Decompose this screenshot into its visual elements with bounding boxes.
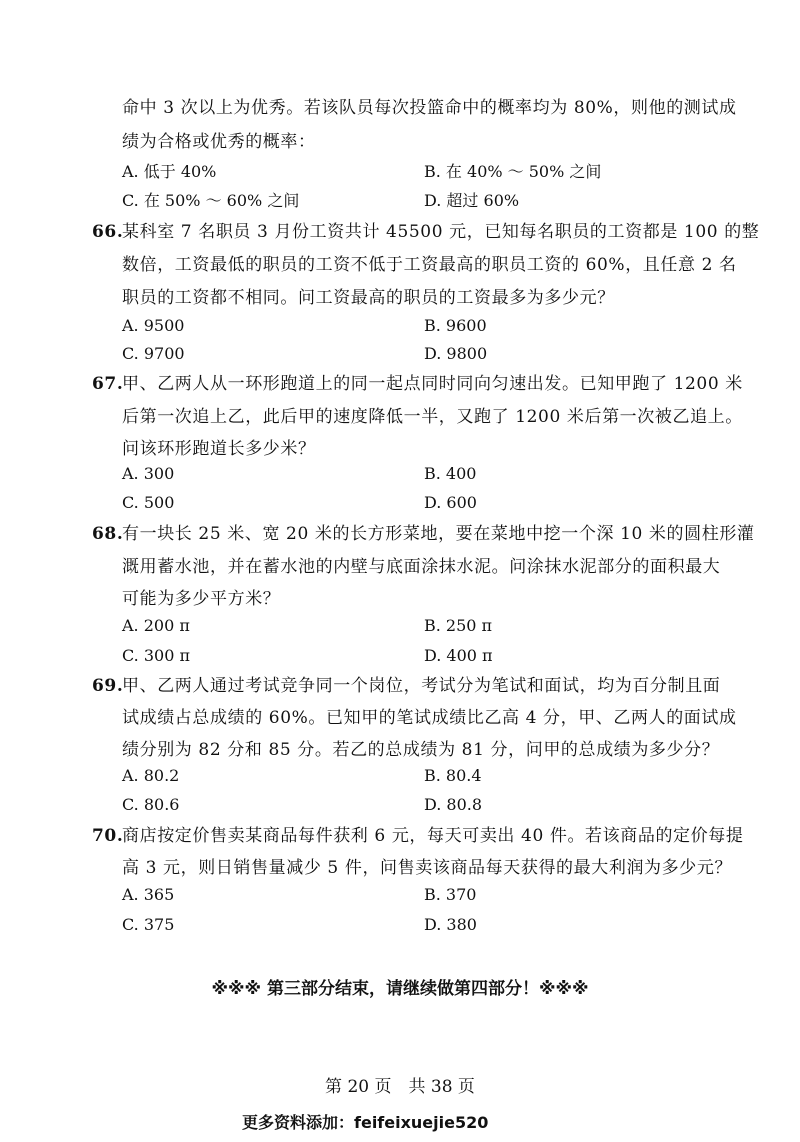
question-70-text-1: 商店按定价售卖某商品每件获利 6 元，每天可卖出 40 件。若该商品的定价每提 [122, 826, 744, 846]
option-67-b: B. 400 [424, 464, 477, 483]
section-end-note: ※※※ 第三部分结束，请继续做第四部分！※※※ [211, 979, 589, 999]
option-70-b: B. 370 [424, 885, 477, 904]
question-66-line-3: 职员的工资都不相同。问工资最高的职员的工资最多为多少元？ [122, 288, 615, 308]
question-69-line-3: 绩分别为 82 分和 85 分。若乙的总成绩为 81 分，问甲的总成绩为多少分？ [122, 740, 720, 760]
question-67-text-1: 甲、乙两人从一环形跑道上的同一起点同时同向匀速出发。已知甲跑了 1200 米 [122, 374, 743, 394]
question-66-line-1 [92, 220, 760, 244]
question-70-line-1 [92, 824, 744, 848]
option-67-a: A. 300 [122, 464, 175, 483]
option-67-c: C. 500 [122, 493, 175, 512]
question-69-text-1: 甲、乙两人通过考试竞争同一个岗位，考试分为笔试和面试，均为百分制且面 [122, 676, 721, 696]
option-70-d: D. 380 [424, 915, 477, 934]
option-66-c: C. 9700 [122, 344, 185, 363]
question-68-line-3: 可能为多少平方米？ [122, 589, 281, 609]
option-68-c: C. 300 π [122, 646, 190, 665]
option-67-d: D. 600 [424, 493, 477, 512]
question-66-number: 66. [92, 222, 124, 242]
question-65-line-2: 命中 3 次以上为优秀。若该队员每次投篮命中的概率均为 80%，则他的测试成 [122, 98, 737, 118]
question-66-line-2: 数倍，工资最低的职员的工资不低于工资最高的职员工资的 60%，且任意 2 名 [122, 255, 737, 275]
option-66-d: D. 9800 [424, 344, 488, 363]
question-68-line-2: 溉用蓄水池，并在蓄水池的内壁与底面涂抹水泥。问涂抹水泥部分的面积最大 [122, 557, 721, 577]
question-67-line-3: 问该环形跑道长多少米？ [122, 439, 316, 459]
question-67-line-2: 后第一次追上乙，此后甲的速度降低一半，又跑了 1200 米后第一次被乙追上。 [122, 407, 743, 427]
option-65-c: C. 在 50% ～ 60% 之间 [122, 191, 300, 210]
question-70-number: 70. [92, 826, 124, 846]
option-69-a: A. 80.2 [122, 766, 180, 785]
extra-note: 更多资料添加：feifeixuejie520 [242, 1113, 489, 1132]
option-70-c: C. 375 [122, 915, 175, 934]
option-65-d: D. 超过 60% [424, 191, 520, 210]
option-69-d: D. 80.8 [424, 795, 483, 814]
option-68-a: A. 200 π [122, 616, 190, 635]
option-69-c: C. 80.6 [122, 795, 180, 814]
question-65-line-3: 绩为合格或优秀的概率： [122, 132, 316, 152]
question-69-line-2: 试成绩占总成绩的 60%。已知甲的笔试成绩比乙高 4 分，甲、乙两人的面试成 [122, 708, 737, 728]
option-68-d: D. 400 π [424, 646, 493, 665]
option-69-b: B. 80.4 [424, 766, 482, 785]
question-67-line-1 [92, 372, 743, 396]
option-66-a: A. 9500 [122, 316, 185, 335]
option-65-a: A. 低于 40% [122, 162, 217, 181]
question-67-number: 67. [92, 374, 124, 394]
question-66-text-1: 某科室 7 名职员 3 月份工资共计 45500 元，已知每名职员的工资都是 100 的整 [122, 222, 760, 242]
option-70-a: A. 365 [122, 885, 175, 904]
option-65-b: B. 在 40% ～ 50% 之间 [424, 162, 602, 181]
question-68-line-1 [92, 522, 755, 546]
question-68-number: 68. [92, 524, 124, 544]
question-69-line-1 [92, 674, 721, 698]
question-70-line-2: 高 3 元，则日销售量减少 5 件，问售卖该商品每天获得的最大利润为多少元？ [122, 858, 733, 878]
page-number: 第 20 页 共 38 页 [325, 1077, 475, 1097]
question-68-text-1: 有一块长 25 米、宽 20 米的长方形菜地，要在菜地中挖一个深 10 米的圆柱形灌 [122, 524, 755, 544]
option-68-b: B. 250 π [424, 616, 493, 635]
option-66-b: B. 9600 [424, 316, 487, 335]
question-69-number: 69. [92, 676, 124, 696]
